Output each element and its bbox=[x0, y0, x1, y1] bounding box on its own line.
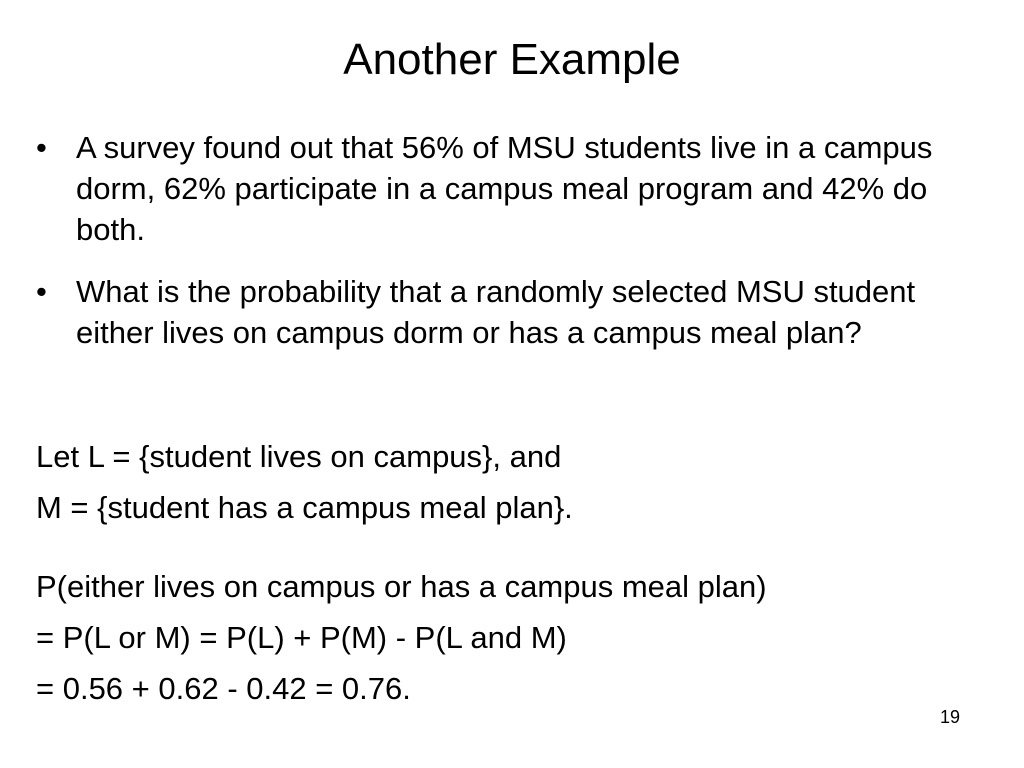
solution-line: P(either lives on campus or has a campus meal plan) bbox=[36, 569, 767, 604]
definition-line: Let L = {student lives on campus}, and bbox=[36, 439, 562, 474]
page-number: 19 bbox=[939, 707, 960, 727]
bullet-text: What is the probability that a randomly selected MSU student either lives on campus dorm or has a campus meal plan? bbox=[76, 274, 916, 350]
bullet-marker: • bbox=[36, 274, 47, 309]
solution-line: = 0.56 + 0.62 - 0.42 = 0.76. bbox=[36, 671, 411, 706]
bullet-item bbox=[36, 127, 996, 250]
bullet-item bbox=[36, 271, 996, 353]
bullet-text: A survey found out that 56% of MSU students live in a campus dorm, 62% participate in a campus meal program and 42% do both. bbox=[76, 130, 933, 247]
slide-title: Another Example bbox=[343, 35, 681, 84]
solution-line: = P(L or M) = P(L) + P(M) - P(L and M) bbox=[36, 620, 567, 655]
definition-line: M = {student has a campus meal plan}. bbox=[36, 490, 573, 525]
bullet-list bbox=[36, 127, 996, 374]
bullet-marker: • bbox=[36, 130, 47, 165]
